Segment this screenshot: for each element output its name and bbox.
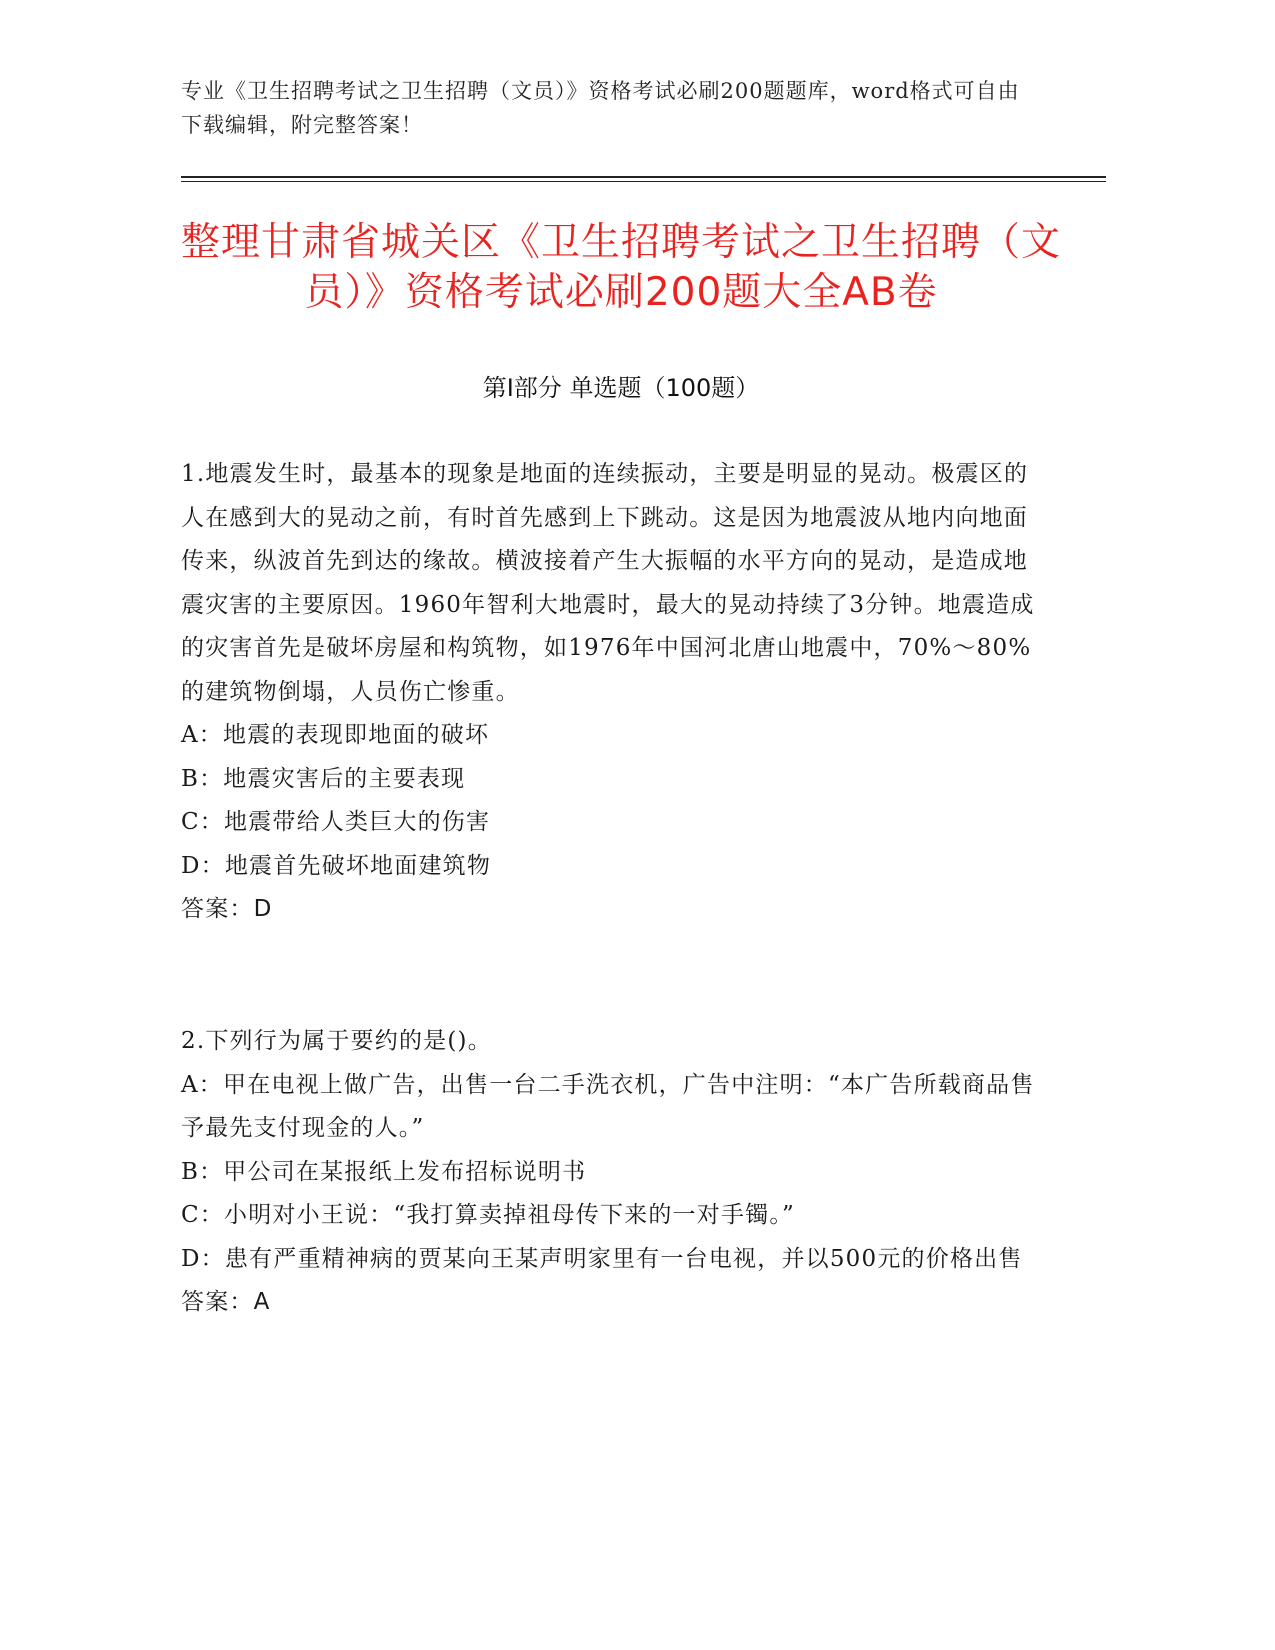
option-d: D：患有严重精神病的贾某向王某声明家里有一台电视，并以500元的价格出售 bbox=[181, 1245, 1023, 1272]
option-b: B：地震灾害后的主要表现 bbox=[181, 765, 466, 792]
option-c: C：地震带给人类巨大的伤害 bbox=[181, 809, 491, 835]
question-stem: 1.地震发生时，最基本的现象是地面的连续振动，主要是明显的晃动。极震区的人在感到大的晃动之前，有时首先感到上下跳动。这是因为地震波从地内向地面传来，纵波首先到达的缘故。横波接着产生大振幅的水平方向的晃动，是造成地震灾害的主要原因。1960年智利大地震时，最大的晃动持续了3分钟。地震造成的灾害首先是破坏房屋和构筑物，如1976年中国河北唐山地震中，70%～80%的建筑物倒塌，人员伤亡惨重。 bbox=[181, 461, 1035, 705]
document-title: 整理甘肃省城关区《卫生招聘考试之卫生招聘（文员）》资格考试必刷200题大全AB卷 bbox=[181, 220, 1062, 315]
option-a: A：地震的表现即地面的破坏 bbox=[181, 722, 490, 748]
option-a: A：甲在电视上做广告，出售一台二手洗衣机，广告中注明：“本广告所载商品售予最先支付现金的人。” bbox=[181, 1071, 1035, 1141]
header-divider-thin bbox=[181, 181, 1106, 182]
header-divider bbox=[181, 176, 1106, 178]
option-d: D：地震首先破坏地面建筑物 bbox=[181, 852, 492, 879]
option-c: C：小明对小王说：“我打算卖掉祖母传下来的一对手镯。” bbox=[181, 1202, 796, 1228]
question-stem: 2.下列行为属于要约的是()。 bbox=[181, 1028, 492, 1054]
answer: 答案：D bbox=[181, 896, 273, 922]
question-1 bbox=[181, 453, 1041, 932]
option-b: B：甲公司在某报纸上发布招标说明书 bbox=[181, 1158, 587, 1185]
question-2 bbox=[181, 1020, 1041, 1325]
answer: 答案：A bbox=[181, 1289, 271, 1315]
header-note: 专业《卫生招聘考试之卫生招聘（文员）》资格考试必刷200题题库，word格式可自由下载编辑，附完整答案！ bbox=[181, 79, 1020, 137]
section-title: 第I部分 单选题（100题） bbox=[482, 374, 760, 402]
